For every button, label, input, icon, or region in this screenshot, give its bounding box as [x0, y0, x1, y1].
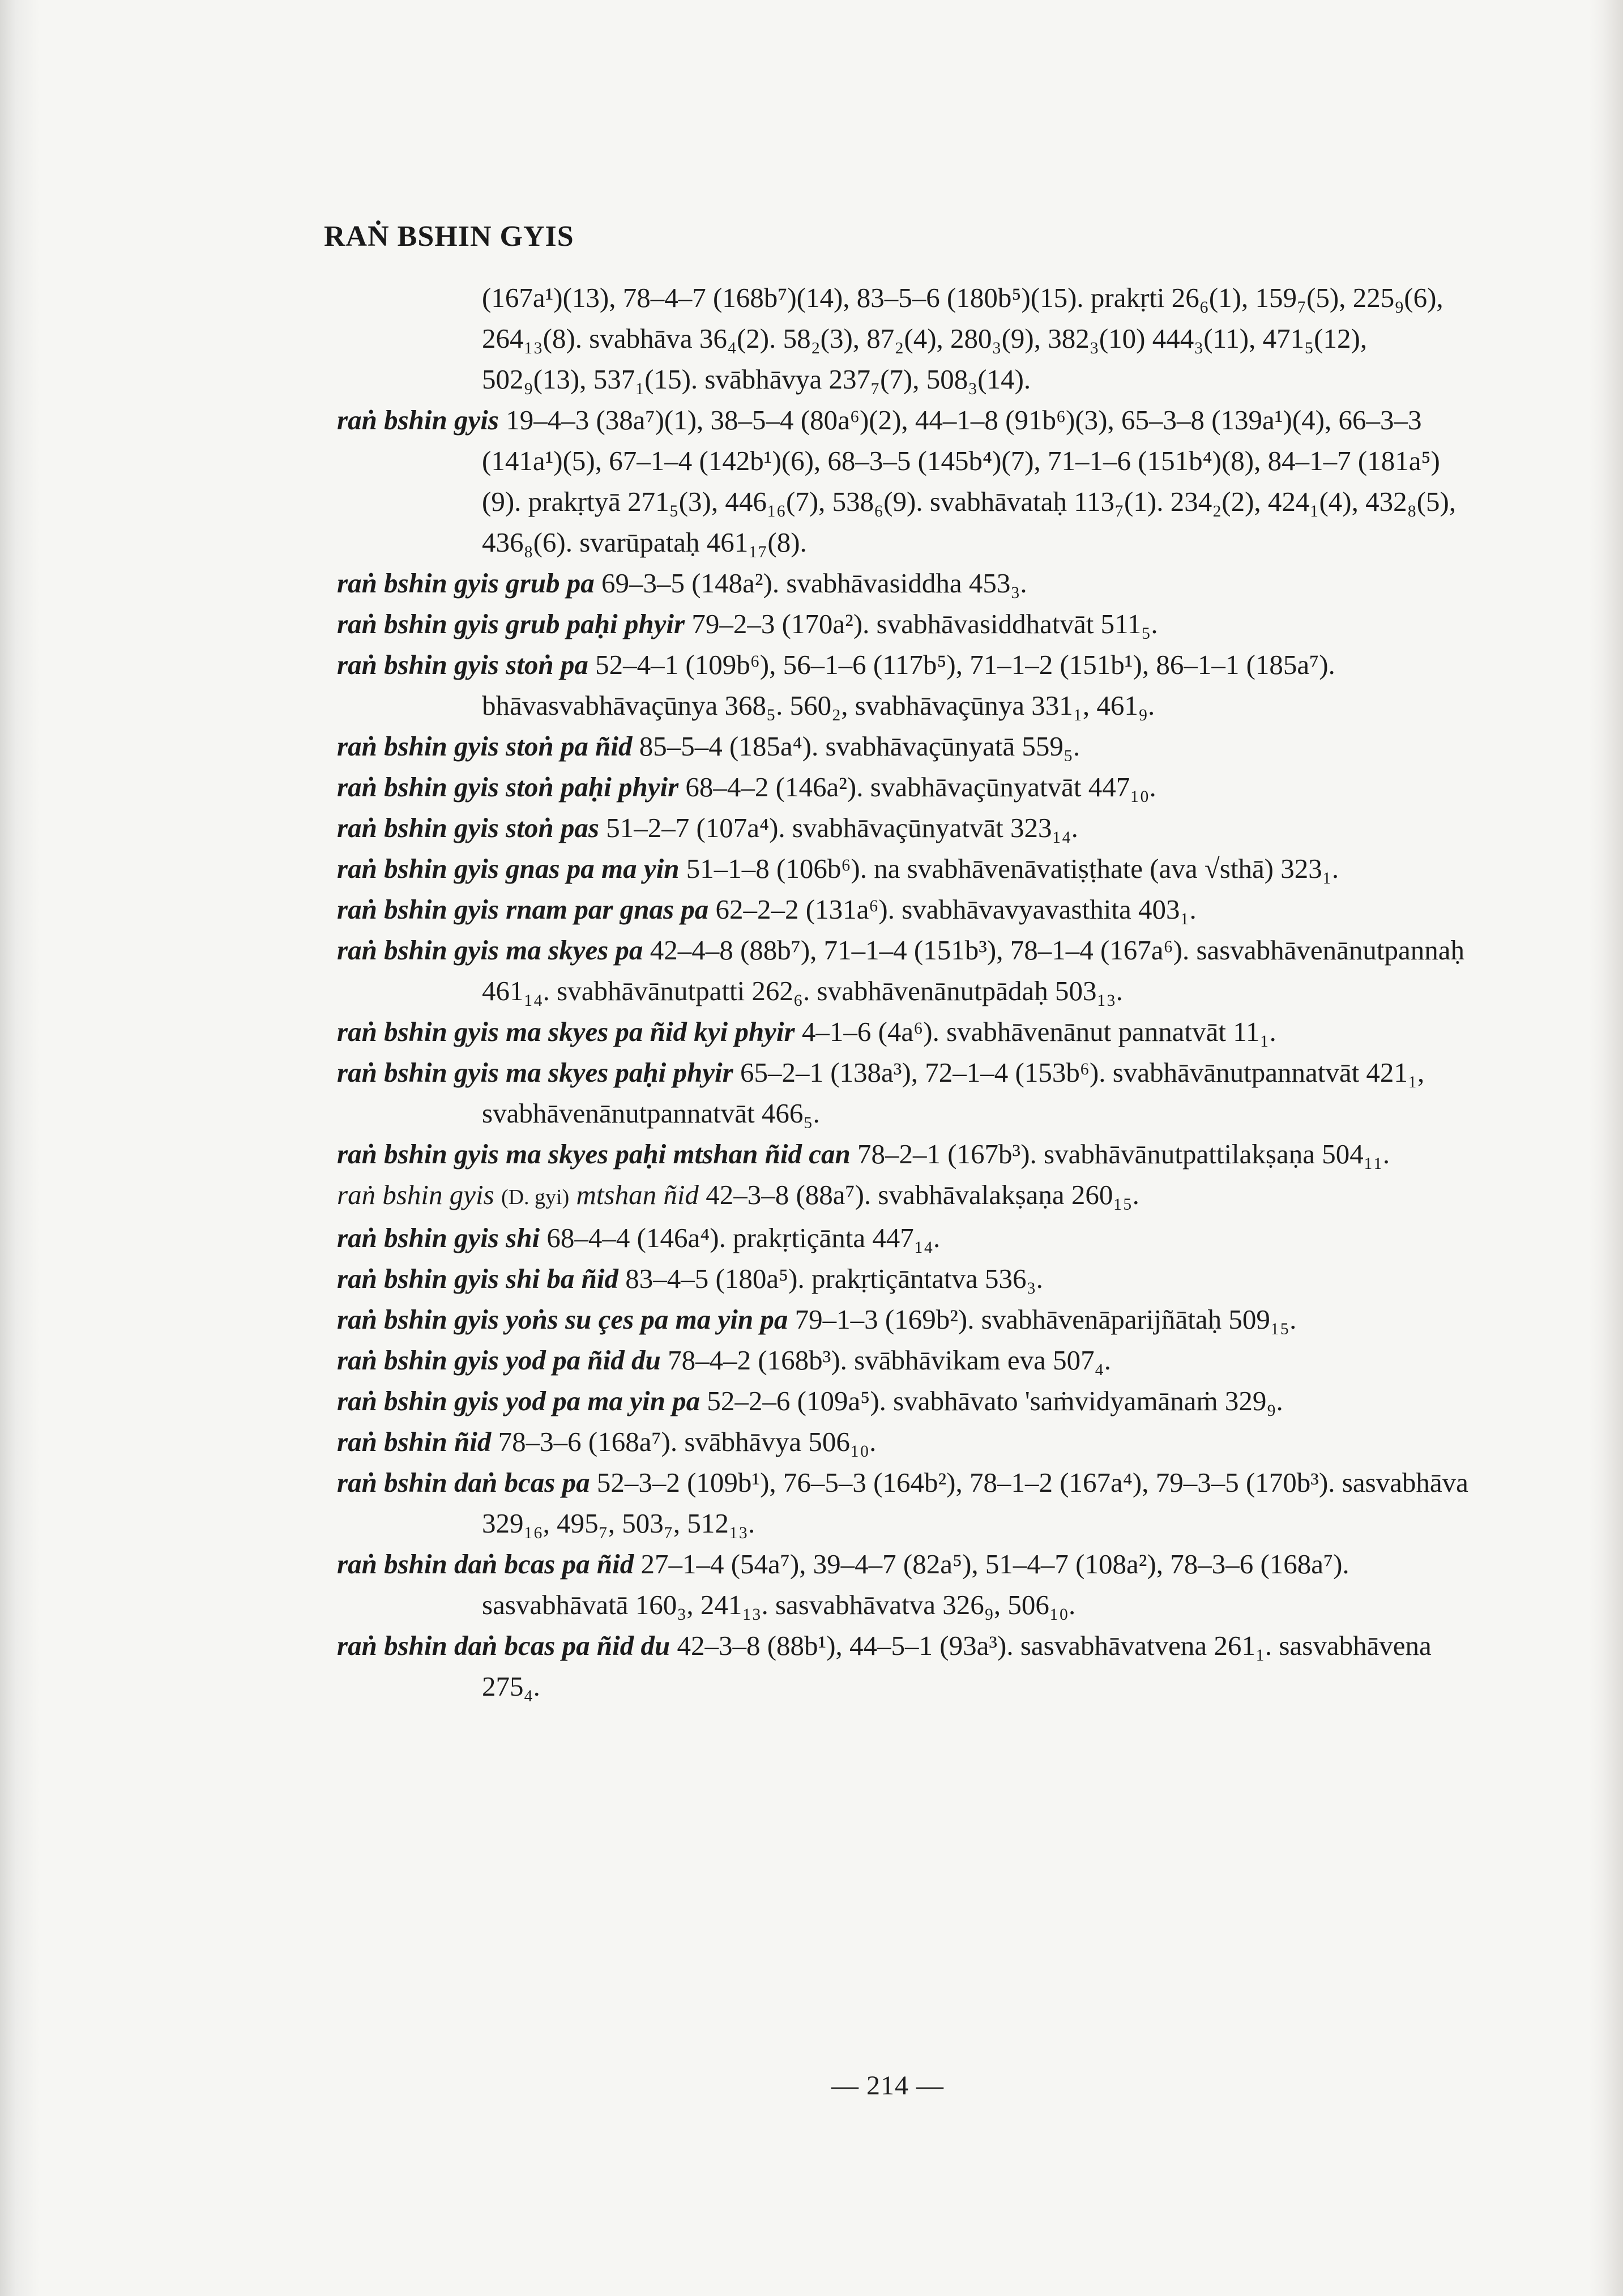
entry-headword: raṅ bshin gyis rnam par gnas pa	[337, 894, 709, 925]
entry-headword: raṅ bshin daṅ bcas pa ñid du	[337, 1630, 670, 1661]
entry-text: 78–3–6 (168a⁷). svābhāvya 506₁₀.	[491, 1426, 877, 1457]
page-number: — 214 —	[831, 2071, 944, 2101]
entry-text: 52–4–1 (109b⁶), 56–1–6 (117b⁵), 71–1–2 (151b¹), 86–1–1 (185a⁷). bhāvasvabhāvaçūnya 368₅. 560₂, svabhāvaçūnya 331₁, 461₉.	[482, 649, 1335, 721]
entry	[337, 930, 1470, 1012]
entry-text: 79–2–3 (170a²). svabhāvasiddhatvāt 511₅.	[685, 608, 1158, 639]
entry-text: 62–2–2 (131a⁶). svabhāvavyavasthita 403₁.	[708, 894, 1197, 925]
entry	[337, 726, 1470, 767]
entry-headword: raṅ bshin gyis gnas pa ma yin	[337, 853, 680, 884]
entry-headword: raṅ bshin gyis grub pa	[337, 567, 595, 599]
entry-headword-continued: mtshan ñid	[576, 1179, 699, 1210]
entry-headword: raṅ bshin gyis yod pa ñid du	[337, 1345, 661, 1376]
entry-headword: raṅ bshin daṅ bcas pa ñid	[337, 1548, 634, 1580]
entry-text: 65–2–1 (138a³), 72–1–4 (153b⁶). svabhāvānutpannatvāt 421₁, svabhāvenānutpannatvāt 466₅.	[482, 1057, 1425, 1129]
entry	[337, 604, 1470, 645]
entry	[337, 563, 1470, 604]
entry-headword: raṅ bshin gyis stoṅ paḥi phyir	[337, 771, 679, 803]
entry-text: 78–2–1 (167b³). svabhāvānutpattilakṣaṇa 504₁₁.	[850, 1138, 1390, 1170]
entry-headword: raṅ bshin gyis	[337, 1179, 494, 1210]
entry	[337, 808, 1470, 848]
entry-text: 52–3–2 (109b¹), 76–5–3 (164b²), 78–1–2 (167a⁴), 79–3–5 (170b³). sasvabhāva 329₁₆, 495₇, 503₇, 512₁₃.	[482, 1467, 1468, 1539]
entry-text: 42–3–8 (88b¹), 44–5–1 (93a³). sasvabhāvatvena 261₁. sasvabhāvena 275₄.	[482, 1630, 1432, 1702]
entry-text: 69–3–5 (148a²). svabhāvasiddha 453₃.	[594, 567, 1027, 599]
entry	[337, 1544, 1470, 1625]
entry	[337, 645, 1470, 726]
entry-variant-reading	[337, 1175, 1470, 1218]
entry	[337, 1422, 1470, 1462]
entry-headword: raṅ bshin gyis stoṅ pa ñid	[337, 731, 633, 762]
entry-text: 42–3–8 (88a⁷). svabhāvalakṣaṇa 260₁₅.	[698, 1179, 1139, 1210]
entry	[337, 400, 1470, 563]
entry-headword: raṅ bshin gyis ma skyes pa ñid kyi phyir	[337, 1016, 795, 1047]
entry-text: 83–4–5 (180a⁵). prakṛtiçāntatva 536₃.	[618, 1263, 1043, 1294]
entry	[337, 848, 1470, 889]
page-edge-right	[1589, 0, 1623, 2296]
entry-headword: raṅ bshin gyis stoṅ pas	[337, 812, 599, 843]
entry-text: 51–2–7 (107a⁴). svabhāvaçūnyatvāt 323₁₄.	[599, 812, 1078, 843]
entry	[337, 1134, 1470, 1175]
entry-headword: raṅ bshin gyis shi	[337, 1222, 540, 1253]
page-edge-left	[0, 0, 40, 2296]
entry	[337, 767, 1470, 808]
entry-headword: raṅ bshin gyis yoṅs su çes pa ma yin pa	[337, 1304, 788, 1335]
entry-text: 4–1–6 (4a⁶). svabhāvenānut pannatvāt 11₁.	[795, 1016, 1276, 1047]
dictionary-content	[337, 278, 1470, 1707]
entry	[337, 1012, 1470, 1052]
entry-headword: raṅ bshin gyis ma skyes pa	[337, 934, 643, 966]
entry-headword: raṅ bshin gyis grub paḥi phyir	[337, 608, 685, 639]
entry	[337, 1381, 1470, 1422]
entry	[337, 1299, 1470, 1340]
entry-text: 27–1–4 (54a⁷), 39–4–7 (82a⁵), 51–4–7 (108a²), 78–3–6 (168a⁷). sasvabhāvatā 160₃, 241₁₃. sasvabhāvatva 326₉, 506₁₀.	[482, 1548, 1349, 1620]
running-header: RAṄ BSHIN GYIS	[324, 220, 574, 253]
entry-text: 68–4–2 (146a²). svabhāvaçūnyatvāt 447₁₀.	[678, 771, 1156, 803]
entry-headword: raṅ bshin daṅ bcas pa	[337, 1467, 590, 1498]
entry-headword: raṅ bshin gyis ma skyes paḥi phyir	[337, 1057, 733, 1088]
entry	[337, 1462, 1470, 1544]
entry-text: 19–4–3 (38a⁷)(1), 38–5–4 (80a⁶)(2), 44–1–8 (91b⁶)(3), 65–3–8 (139a¹)(4), 66–3–3 (141a¹)(5), 67–1–4 (142b¹)(6), 68–3–5 (145b⁴)(7), 71–1–6 (151b⁴)(8), 84–1–7 (181a⁵)(9). prakṛtyā 271₅(3), 446₁₆(7), 538₆(9). svabhāvataḥ 113₇(1). 234₂(2), 424₁(4), 432₈(5), 436₈(6). svarūpataḥ 461₁₇(8).	[482, 404, 1457, 558]
entry	[337, 1052, 1470, 1134]
entry-headword: raṅ bshin gyis stoṅ pa	[337, 649, 588, 680]
entry-text: 78–4–2 (168b³). svābhāvikam eva 507₄.	[660, 1345, 1112, 1376]
entry	[337, 889, 1470, 930]
variant-note: (D. gyi)	[501, 1185, 570, 1209]
entry	[337, 1340, 1470, 1381]
entry-text: 79–1–3 (169b²). svabhāvenāparijñātaḥ 509₁₅.	[788, 1304, 1297, 1335]
entry-text: 68–4–4 (146a⁴). prakṛtiçānta 447₁₄.	[540, 1222, 941, 1253]
entry-headword: raṅ bshin gyis ma skyes paḥi mtshan ñid can	[337, 1138, 851, 1170]
entry	[337, 1258, 1470, 1299]
entry-headword: raṅ bshin gyis	[337, 404, 499, 436]
entry-headword: raṅ bshin gyis yod pa ma yin pa	[337, 1385, 701, 1416]
entry-headword: raṅ bshin ñid	[337, 1426, 492, 1457]
entry-text: 42–4–8 (88b⁷), 71–1–4 (151b³), 78–1–4 (167a⁶). sasvabhāvenānutpannaḥ 461₁₄. svabhāvānutpatti 262₆. svabhāvenānutpādaḥ 503₁₃.	[482, 934, 1464, 1006]
entry-text: 85–5–4 (185a⁴). svabhāvaçūnyatā 559₅.	[632, 731, 1080, 762]
continuation-paragraph: (167a¹)(13), 78–4–7 (168b⁷)(14), 83–5–6 (180b⁵)(15). prakṛti 26₆(1), 159₇(5), 225₉(6), 264₁₃(8). svabhāva 36₄(2). 58₂(3), 87₂(4), 280₃(9), 382₃(10) 444₃(11), 471₅(12), 502₉(13), 537₁(15). svābhāvya 237₇(7), 508₃(14).	[482, 282, 1443, 395]
entry-text: 52–2–6 (109a⁵). svabhāvato 'saṁvidyamānaṁ 329₉.	[700, 1385, 1283, 1416]
entry	[337, 1218, 1470, 1258]
entry	[337, 1625, 1470, 1707]
entry-headword: raṅ bshin gyis shi ba ñid	[337, 1263, 618, 1294]
entry-text: 51–1–8 (106b⁶). na svabhāvenāvatiṣṭhate (ava √sthā) 323₁.	[679, 853, 1339, 884]
